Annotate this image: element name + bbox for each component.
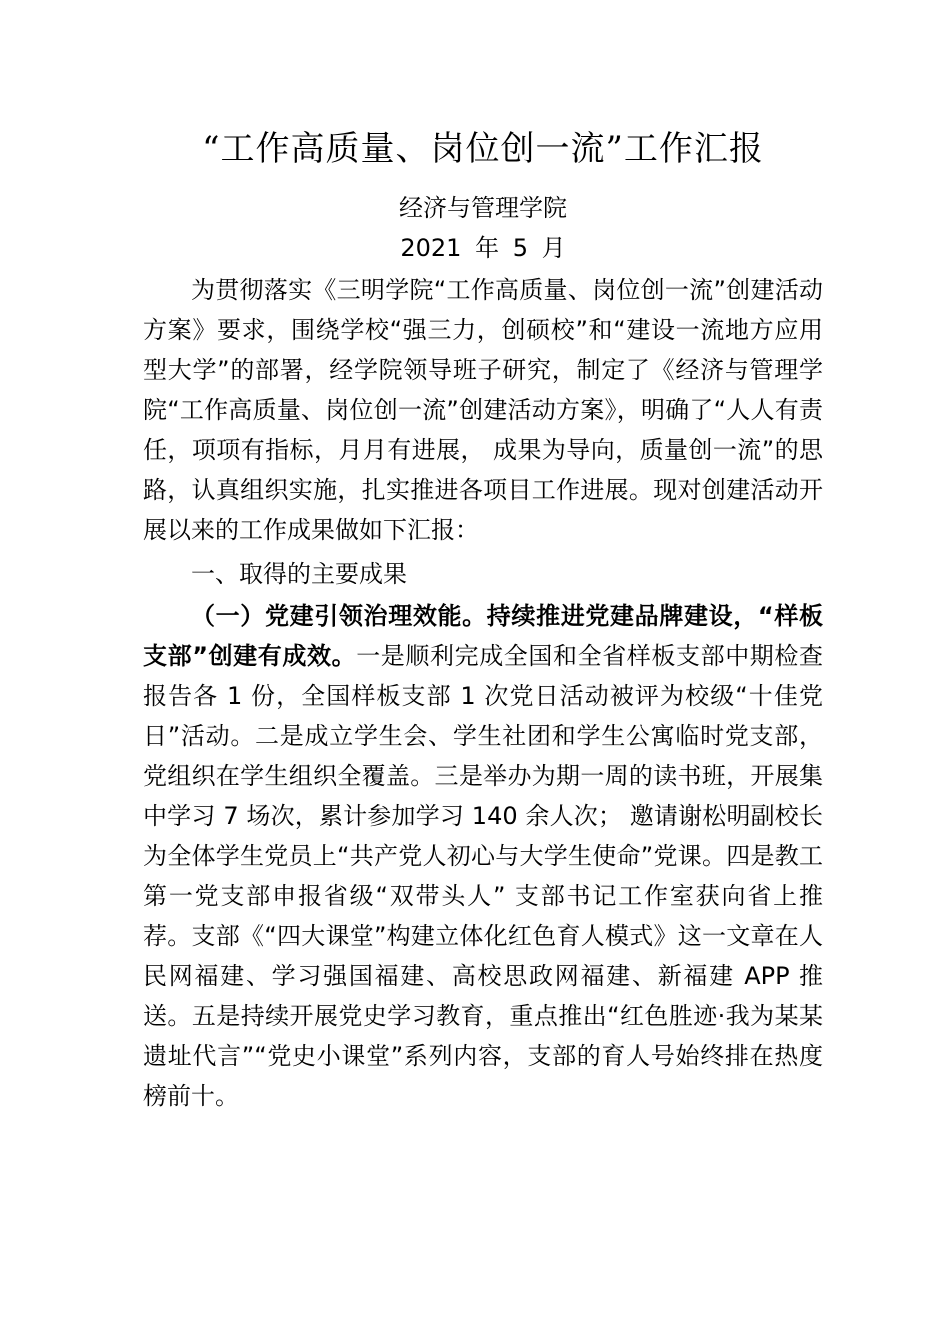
document-date: 2021 年 5 月 [400,234,566,262]
document-title: “工作高质量、岗位创一流”工作汇报 [202,129,764,169]
subsection-bold-lead: （一）党建引领治理效能。持续推进党建品牌建设，“样板支部”创建有成效。 [143,602,823,670]
document-body [143,270,823,1116]
subsection-paragraph [143,596,823,1116]
intro-paragraph: 为贯彻落实《三明学院“工作高质量、岗位创一流”创建活动方案》要求，围绕学校“强三力，创硕校”和“建设一流地方应用型大学”的部署，经学院领导班子研究，制定了《经济与管理学院“工作高质量、岗位创一流”创建活动方案》，明确了“人人有责任，项项有指标，月月有进展， 成果为导向，质量创一流”的思路，认真组织实施，扎实推进各项目工作进展。现对创建活动开展以来的工作成果做如下汇报： [143,276,823,544]
organization-name: 经济与管理学院 [399,194,567,222]
document-page [143,122,823,1116]
subsection-text: 一是顺利完成全国和全省样板支部中期检查报告各 1 份，全国样板支部 1 次党日活动被评为校级“十佳党日”活动。二是成立学生会、学生社团和学生公寓临时党支部，党组织在学生组织全覆盖。三是举办为期一周的读书班，开展集中学习 7 场次，累计参加学习 140 余人次； 邀请谢松明副校长为全体学生党员上“共产党人初心与大学生使命”党课。四是教工第一党支部申报省级“双带头人” 支部书记工作室获向省上推荐。支部《“四大课堂”构建立体化红色育人模式》这一文章在人民网福建、学习强国福建、高校思政网福建、新福建 APP 推送。五是持续开展党史学习教育，重点推出“红色胜迹·我为某某遗址代言”“党史小课堂”系列内容，支部的育人号始终排在热度榜前十。 [143,642,823,1110]
section-heading: 一、取得的主要成果 [191,560,407,588]
